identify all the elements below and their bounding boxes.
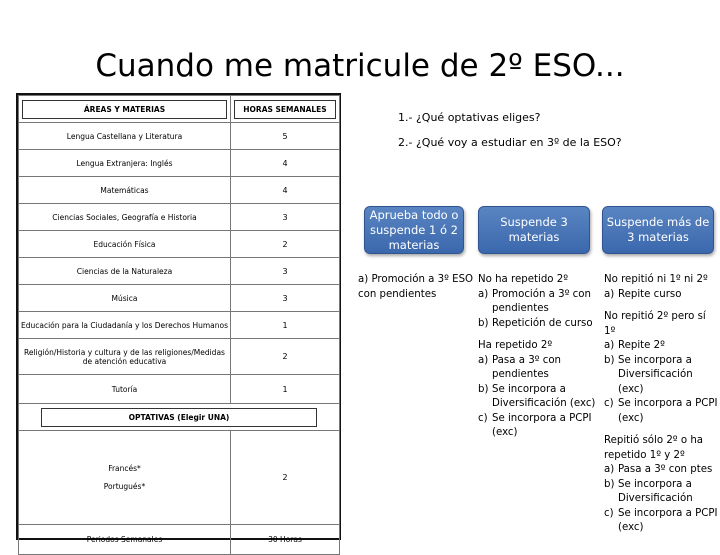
- column-suspende-3: [478, 273, 596, 441]
- optativa-portugues: Portugués*: [103, 481, 146, 491]
- col3-heading-2: No repitió 2º pero sí 1º: [604, 311, 706, 337]
- table-row: Lengua Castellana y Literatura 5: [19, 123, 340, 150]
- optativas-row: [19, 431, 340, 525]
- optativas-header-row: [19, 404, 340, 431]
- table-header-row: [19, 96, 340, 123]
- optativas-header: OPTATIVAS (Elegir UNA): [19, 404, 340, 431]
- table-row: Educación para la Ciudadanía y los Derechos Humanos 1: [19, 312, 340, 339]
- table-row: Tutoría 1: [19, 375, 340, 404]
- column-aprueba: [358, 273, 476, 302]
- box-aprueba: Aprueba todo o suspende 1 ó 2 materias: [364, 206, 464, 254]
- table-row: Lengua Extranjera: Inglés 4: [19, 150, 340, 177]
- col3-h2-b: b) Se incorpora a Diversificación (exc): [604, 354, 693, 395]
- col2-h2-b: b) Se incorpora a Diversificación (exc): [478, 383, 596, 409]
- table-row: Ciencias de la Naturaleza 3: [19, 258, 340, 285]
- col3-heading-1: No repitió ni 1º ni 2º: [604, 274, 708, 285]
- header-areas: ÁREAS Y MATERIAS: [19, 96, 231, 123]
- optativas-hours: 2: [231, 431, 340, 525]
- col3-h3-a: a) Pasa a 3º con ptes: [604, 464, 713, 475]
- col3-h3-b: b) Se incorpora a Diversificación: [604, 478, 693, 504]
- question-1: 1.- ¿Qué optativas eliges?: [398, 111, 541, 124]
- box-suspende-3: Suspende 3 materias: [478, 206, 590, 254]
- header-hours: HORAS SEMANALES: [231, 96, 340, 123]
- col2-heading-1: No ha repetido 2º: [478, 274, 569, 285]
- col3-h2-c: c) Se incorpora a PCPI (exc): [604, 398, 718, 424]
- table-row: Música 3: [19, 285, 340, 312]
- table-row: Educación Física 2: [19, 231, 340, 258]
- total-hours: 30 Horas: [231, 525, 340, 555]
- table-row: Religión/Historia y cultura y de las religiones/Medidas de atención educativa 2: [19, 339, 340, 375]
- col3-h2-a: a) Repite 2º: [604, 340, 665, 351]
- optativa-frances: Francés*: [108, 463, 141, 473]
- slide-title: Cuando me matricule de 2º ESO...: [95, 48, 625, 84]
- box-suspende-mas-3: Suspende más de 3 materias: [602, 206, 714, 254]
- subjects-table: [16, 93, 341, 544]
- question-2: 2.- ¿Qué voy a estudiar en 3º de la ESO?: [398, 136, 622, 149]
- col2-h2-a: a) Pasa a 3º con pendientes: [478, 354, 562, 380]
- col1-item-a: a) Promoción a 3º ESO con pendientes: [358, 274, 474, 300]
- col2-heading-2: Ha repetido 2º: [478, 340, 553, 351]
- col2-h2-c: c) Se incorpora a PCPI (exc): [478, 412, 592, 438]
- optativas-list: [19, 431, 231, 525]
- col3-heading-3: Repitió sólo 2º o ha repetido 1º y 2º: [604, 435, 704, 461]
- total-label: Periodos Semanales: [19, 525, 231, 555]
- column-suspende-mas-3: [604, 273, 720, 536]
- col2-h1-b: b) Repetición de curso: [478, 317, 593, 329]
- col3-h1-a: a) Repite curso: [604, 288, 682, 300]
- table-row: Matemáticas 4: [19, 177, 340, 204]
- table-row: Ciencias Sociales, Geografía e Historia 3: [19, 204, 340, 231]
- col3-h3-c: c) Se incorpora a PCPI (exc): [604, 507, 718, 533]
- col2-h1-a: a) Promoción a 3º con pendientes: [478, 288, 591, 314]
